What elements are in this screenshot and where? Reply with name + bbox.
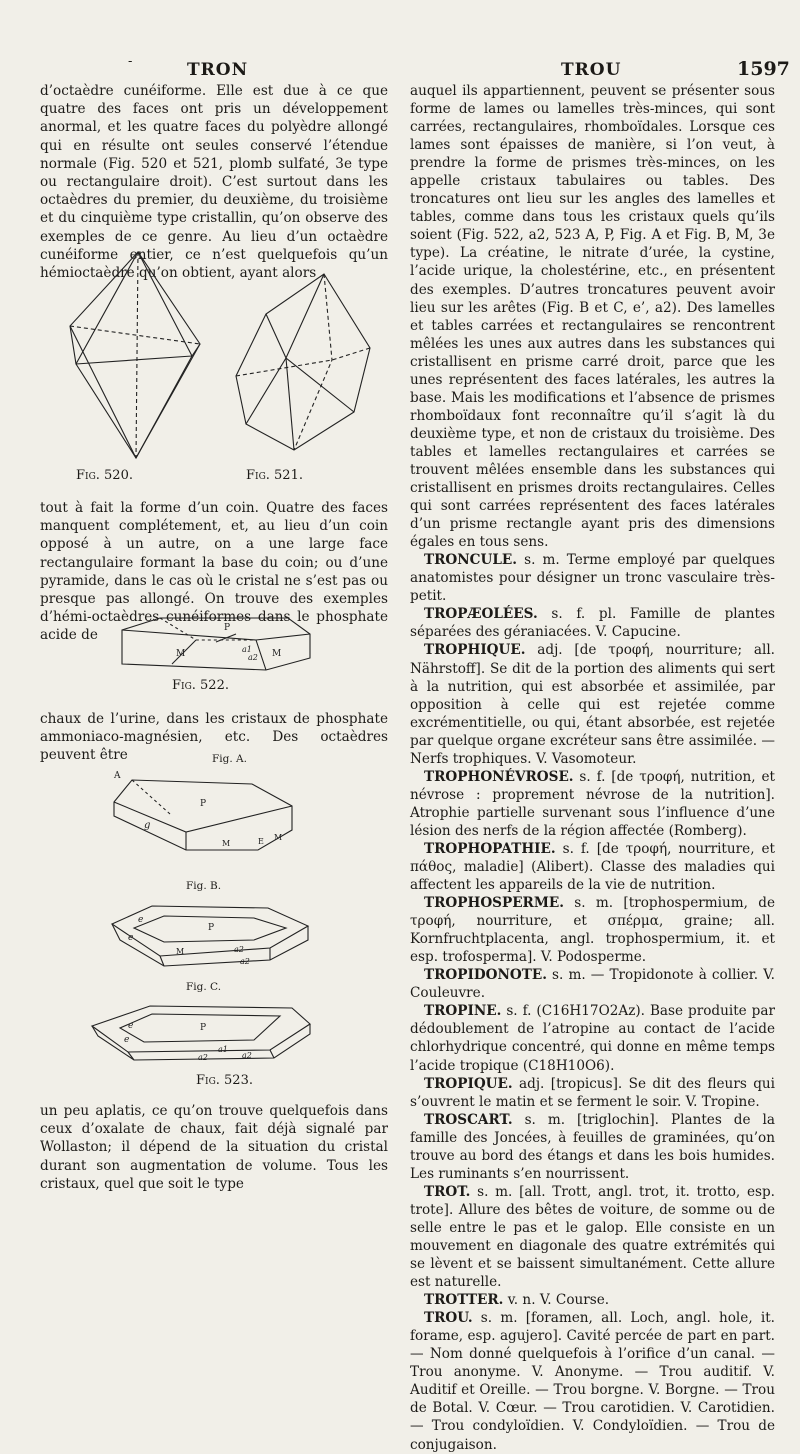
headword: TROTTER. (424, 1292, 504, 1309)
figC-label-p: P (200, 1023, 207, 1033)
headword: TRONCULE. (424, 552, 518, 569)
right-intro: auquel ils appartiennent, peuvent se présenter sous forme de lames ou lamelles très-minces, qui sont carrées, rectangulaires, rhomboïdales. Lorsque ces lames sont épaisses de manière, si l’on veut, à prendre la forme de prismes très-minces, on les appelle cristaux tabulaires ou tables. Des troncatures ont lieu sur les angles des lamelles et tables, comme dans tous les cristaux quels qu’ils soient (Fig. 522, a2, 523 A, P, Fig. A et Fig. B, M, 3e type). La créatine, le nitrate d’urée, la cystine, l’acide urique, la cholestérine, etc., en présentent des exemples. D’autres troncatures peuvent avoir lieu sur les arêtes (Fig. B et C, e’, a2). Des lamelles et tables carrées et rectangulaires se rencontrent mêlées les unes aux autres dans les substances qui cristallisent en prisme carré droit, parce que les unes représentent des faces latérales, les autres la base. Mais les modifications et l’absence de prismes rhomboïdaux font reconnaître qu’il s’agit là du deuxième type, et non de cristaux du troisième. Des tables et lamelles rectangulaires et carrées se trouvent mêlées ensemble dans les substances qui cristallisent en prismes droits rectangulaires. Celles qui sont carrées représentent des faces latérales d’un prisme rectangle ayant pris des dimensions égales en tous sens. (410, 83, 775, 551)
figA-label-a: A (114, 771, 121, 781)
fig522-label-m1: M (176, 649, 186, 659)
entry-trophopathie (410, 840, 775, 894)
figB-label-e1: e (138, 915, 144, 925)
headword: TROPIDONOTE. (424, 967, 547, 984)
entry-troscart (410, 1111, 775, 1183)
fig521-caption: Fig. 521. (246, 468, 303, 483)
fig522-label-a2: a2 (248, 653, 258, 662)
definition: s. m. [triglochin]. Plantes de la famille des Joncées, à feuilles de graminées, qu’on trouve au bord des étangs et dans les bois humides. Les ruminants s’en nourrissent. (410, 1111, 775, 1182)
headword: TROPÆOLÉES. (424, 606, 538, 623)
figC-caption: Fig. C. (186, 981, 222, 993)
figC-label-e1: e (128, 1021, 134, 1031)
definition: s. f. [de τροφή, nutrition, et névrose : proprement névrose de la nutrition]. Atrophie partielle survenant sous l’influence d’une lésion des nerfs de la région affectée (Romberg). (410, 768, 775, 839)
left-headword: TRON (187, 60, 249, 80)
definition: s. m. Terme employé par quelques anatomistes pour désigner un tronc vasculaire très-petit. (410, 552, 775, 605)
entry-tropaeolees (410, 605, 775, 641)
fig520-caption: Fig. 520. (76, 468, 133, 483)
definition: v. n. V. Course. (503, 1292, 610, 1309)
entry-trophonevrose (410, 768, 775, 840)
page-number: 1597 (737, 58, 790, 80)
left-paragraph-4 (40, 1102, 388, 1193)
figure-520 (60, 248, 210, 463)
figA-label-m2: M (274, 833, 283, 842)
figB-label-a2-2: a2 (240, 957, 250, 966)
headword: TROU. (424, 1310, 473, 1327)
figA-label-g: g (144, 820, 151, 831)
fig522-label-p: P (224, 623, 231, 633)
left-text-2: tout à fait la forme d’un coin. Quatre des faces manquent complétement, et, au lieu d’un coin opposé à un autre, on a une large face rectangulaire formant la base du coin; ou d’une pyramide, dans le cas où le cristal ne s’est pas ou presque pas allongé. On trouve des exemples d’hémi-octaèdres cunéiformes dans le phosphate acide de (40, 500, 388, 644)
entry-tropidonote (410, 966, 775, 1002)
figure-C (88, 1000, 312, 1062)
definition: s. m. — Tropidonote à collier. V. Couleuvre. (410, 967, 775, 1002)
figure-B (104, 900, 314, 968)
headword: TROPHOSPERME. (424, 895, 564, 912)
figB-caption: Fig. B. (186, 880, 222, 892)
figB-label-a2-1: a2 (234, 945, 244, 954)
fig522-caption: Fig. 522. (172, 678, 229, 693)
headword: TROT. (424, 1183, 471, 1200)
entry-trot (410, 1183, 775, 1291)
right-headword: TROU (561, 60, 622, 80)
fig522-label-a1: a1 (242, 645, 252, 654)
figA-label-m1: M (222, 839, 231, 848)
entry-tropine (410, 1002, 775, 1074)
figC-label-a2-2: a2 (198, 1053, 208, 1062)
left-text-1: d’octaèdre cunéiforme. Elle est due à ce que quatre des faces ont pris un développement anormal, et les quatre faces du polyèdre allongé qui en résulte ont seules conservé l’étendue normale (Fig. 520 et 521, plomb sulfaté, 3e type ou rectangulaire droit). C’est surtout dans les octaèdres du premier, du deuxième, du troisième et du cinquième type cristallin, qu’on observe des exemples de ce genre. Au lieu d’un octaèdre cunéiforme entier, ce n’est quelquefois qu’un hémioctaèdre qu’on obtient, ayant alors (40, 83, 388, 282)
headword: TROPHIQUE. (424, 642, 526, 659)
figA-label-e: E (258, 837, 264, 846)
running-header (0, 54, 800, 84)
headword: TROSCART. (424, 1111, 513, 1128)
fig523-caption: Fig. 523. (196, 1073, 253, 1088)
definition: adj. [de τροφή, nourriture; all. Nährstoff]. Se dit de la portion des aliments qui sert à la nutrition, qui est absorbée et assimilée, par opposition à celle qui est rejetée comme excrémentitielle, ou qui, étant absorbée, est rejetée par quelque organe excréteur sans être assimilée. — Nerfs trophiques. V. Vasomoteur. (410, 642, 775, 767)
header-mark: - (128, 54, 133, 69)
figA-label-p: P (200, 799, 207, 809)
definition: s. m. [trophospermium, de τροφή, nourriture, et σπέρμα, graine; all. Kornfruchtplacenta, angl. trophospermium, it. et esp. trofosperma]. V. Podosperme. (410, 895, 775, 966)
left-text-4: un peu aplatis, ce qu’on trouve quelquefois dans ceux d’oxalate de chaux, fait déjà signalé par Wollaston; il dépend de la situation du cristal durant son augmentation de volume. Tous les cristaux, quel que soit le type (40, 1103, 388, 1192)
headword: TROPINE. (424, 1003, 502, 1020)
figC-label-a2-1: a2 (242, 1051, 252, 1060)
entry-trou (410, 1309, 775, 1453)
figB-label-p: P (208, 923, 215, 933)
headword: TROPIQUE. (424, 1075, 513, 1092)
figB-label-e2: e (128, 933, 134, 943)
headword: TROPHOPATHIE. (424, 840, 556, 857)
figA-caption: Fig. A. (212, 753, 247, 765)
left-text-3: chaux de l’urine, dans les cristaux de phosphate ammoniaco-magnésien, etc. Des octaèdres peuvent être (40, 711, 388, 764)
definition: s. f. pl. Famille de plantes séparées des géraniacées. V. Capucine. (410, 606, 775, 641)
headword: TROPHONÉVROSE. (424, 768, 574, 785)
entry-trophosperme (410, 894, 775, 966)
figC-label-e2: e (124, 1035, 130, 1045)
figB-label-m: M (176, 947, 185, 956)
entry-trotter (410, 1291, 775, 1309)
definition: adj. [tropicus]. Se dit des fleurs qui s’ouvrent le matin et se ferment le soir. V. Tropine. (410, 1075, 775, 1110)
entry-tropique (410, 1075, 775, 1111)
entry-troncule (410, 551, 775, 605)
definition: s. f. [de τροφή, nourriture, et πάθος, maladie] (Alibert). Classe des maladies qui affectent les appareils de la vie de nutrition. (410, 840, 775, 894)
entry-trophique (410, 641, 775, 767)
figC-label-a1: a1 (218, 1045, 228, 1054)
definition: s. m. [foramen, all. Loch, angl. hole, it. forame, esp. agujero]. Cavité percée de part en part. — Nom donné quelquefois à l’orifice d’un canal. — Trou anonyme. V. Anonyme. — Trou auditif. V. Auditif et Oreille. — Trou borgne. V. Borgne. — Trou de Botal. V. Cœur. — Trou carotidien. V. Carotidien. — Trou condyloïdien. V. Condyloïdien. — Trou de conjugaison. (410, 1310, 775, 1453)
definition: s. f. (C16H17O2Az). Base produite par dédoublement de l’atropine au contact de l’acide chlorhydrique concentré, qui donne en même temps l’acide tropique (C18H10O6). (410, 1003, 775, 1074)
figure-A (104, 772, 304, 857)
fig522-label-m2: M (272, 649, 282, 659)
figure-522 (116, 612, 316, 674)
right-column (410, 82, 775, 1454)
definition: s. m. [all. Trott, angl. trot, it. trotto, esp. trote]. Allure des bêtes de voiture, de somme ou de selle entre le pas et le galop. Elle consiste en un mouvement en diagonale des quatre extrémités qui se lèvent et se baissent simultanément. Cette allure est naturelle. (410, 1183, 775, 1291)
figure-521 (228, 268, 378, 453)
